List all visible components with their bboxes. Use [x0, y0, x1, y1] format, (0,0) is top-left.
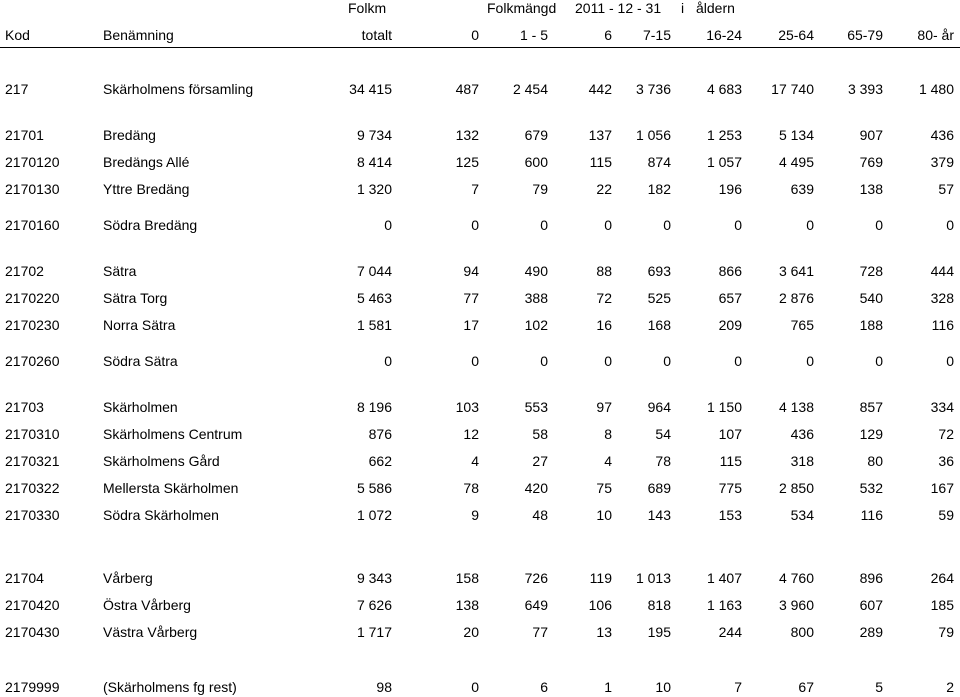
- row-age-25-64: 765: [790, 317, 814, 333]
- row-age-65-79: 532: [859, 480, 883, 496]
- row-totalt: 7 626: [356, 597, 392, 613]
- row-age-65-79: 116: [860, 507, 883, 523]
- row-age-0: 78: [463, 480, 479, 496]
- row-age-25-64: 436: [790, 426, 814, 442]
- row-age-0: 0: [471, 679, 479, 695]
- row-benamning: Norra Sätra: [103, 317, 176, 333]
- row-age-80: 185: [930, 597, 954, 613]
- row-age-7-15: 0: [663, 353, 671, 369]
- row-totalt: 9 734: [356, 127, 392, 143]
- row-kod: 2170310: [5, 426, 60, 442]
- row-benamning: Vårberg: [103, 570, 153, 586]
- row-age-7-15: 525: [647, 290, 671, 306]
- row-age-7-15: 182: [647, 181, 671, 197]
- row-age-0: 4: [471, 453, 479, 469]
- row-benamning: Södra Sätra: [103, 353, 178, 369]
- header-folkmangd: Folkmängd: [487, 0, 557, 16]
- row-age-1-5: 48: [532, 507, 548, 523]
- header-age-7-15: 7-15: [642, 27, 671, 43]
- row-age-80: 36: [938, 453, 954, 469]
- header-benamning: Benämning: [103, 27, 174, 43]
- header-age-1-5: 1 - 5: [519, 27, 548, 43]
- row-totalt: 1 717: [356, 624, 392, 640]
- row-age-16-24: 107: [718, 426, 742, 442]
- table-row: [0, 568, 960, 588]
- row-age-0: 487: [455, 81, 479, 97]
- row-age-16-24: 153: [718, 507, 742, 523]
- row-age-1-5: 79: [532, 181, 548, 197]
- header-row-2: [0, 25, 960, 45]
- row-totalt: 0: [384, 217, 392, 233]
- row-age-80: 116: [931, 317, 954, 333]
- row-age-80: 444: [930, 263, 954, 279]
- row-kod: 2170160: [5, 217, 60, 233]
- row-kod: 2170420: [5, 597, 60, 613]
- row-age-16-24: 1 407: [706, 570, 742, 586]
- row-kod: 21702: [5, 263, 44, 279]
- row-age-80: 57: [938, 181, 954, 197]
- row-age-7-15: 1 013: [635, 570, 671, 586]
- row-age-7-15: 54: [655, 426, 671, 442]
- table-row: [0, 152, 960, 172]
- row-age-1-5: 490: [524, 263, 548, 279]
- table-row: [0, 595, 960, 615]
- row-age-0: 9: [471, 507, 479, 523]
- row-kod: 2170130: [5, 181, 60, 197]
- row-age-7-15: 1 056: [635, 127, 671, 143]
- row-age-16-24: 0: [734, 353, 742, 369]
- row-benamning: Västra Vårberg: [103, 624, 198, 640]
- row-age-1-5: 649: [524, 597, 548, 613]
- row-age-25-64: 4 760: [778, 570, 814, 586]
- row-age-65-79: 769: [859, 154, 883, 170]
- row-age-1-5: 0: [540, 353, 548, 369]
- row-age-25-64: 318: [790, 453, 814, 469]
- row-age-80: 436: [930, 127, 954, 143]
- header-age-25-64: 25-64: [778, 27, 814, 43]
- row-age-25-64: 3 960: [778, 597, 814, 613]
- row-age-0: 7: [471, 181, 479, 197]
- row-age-80: 328: [930, 290, 954, 306]
- row-age-80: 72: [938, 426, 954, 442]
- row-age-7-15: 0: [663, 217, 671, 233]
- row-age-65-79: 138: [859, 181, 883, 197]
- row-kod: 21701: [5, 127, 44, 143]
- row-age-80: 79: [938, 624, 954, 640]
- row-age-16-24: 196: [718, 181, 742, 197]
- row-benamning: Bredäng: [103, 127, 156, 143]
- row-age-80: 0: [946, 217, 954, 233]
- row-age-80: 59: [938, 507, 954, 523]
- row-age-25-64: 67: [798, 679, 814, 695]
- row-totalt: 1 581: [356, 317, 392, 333]
- row-age-6: 72: [596, 290, 612, 306]
- row-age-6: 16: [596, 317, 612, 333]
- row-totalt: 662: [368, 453, 392, 469]
- table-row: [0, 677, 960, 697]
- row-age-0: 138: [455, 597, 479, 613]
- table-row: [0, 351, 960, 371]
- table-row: [0, 215, 960, 235]
- header-totalt: totalt: [361, 27, 392, 43]
- header-aldern: åldern: [696, 0, 735, 16]
- header-folkm: Folkm: [348, 0, 387, 16]
- row-kod: 2170230: [5, 317, 60, 333]
- row-age-1-5: 27: [532, 453, 548, 469]
- row-benamning: Mellersta Skärholmen: [103, 480, 239, 496]
- row-age-6: 88: [596, 263, 612, 279]
- row-age-25-64: 5 134: [778, 127, 814, 143]
- row-totalt: 1 320: [356, 181, 392, 197]
- row-age-6: 119: [589, 570, 612, 586]
- row-totalt: 8 196: [356, 399, 392, 415]
- row-benamning: Södra Bredäng: [103, 217, 198, 233]
- header-age-80: 80- år: [917, 27, 954, 43]
- row-age-7-15: 964: [647, 399, 671, 415]
- row-age-16-24: 775: [718, 480, 742, 496]
- row-age-6: 1: [604, 679, 612, 695]
- row-kod: 2170430: [5, 624, 60, 640]
- row-kod: 2170220: [5, 290, 60, 306]
- row-age-80: 2: [946, 679, 954, 695]
- row-age-80: 0: [946, 353, 954, 369]
- row-age-16-24: 4 683: [706, 81, 742, 97]
- row-age-65-79: 857: [859, 399, 883, 415]
- row-age-0: 125: [455, 154, 479, 170]
- row-age-7-15: 10: [655, 679, 671, 695]
- row-age-65-79: 607: [859, 597, 883, 613]
- header-divider: [0, 47, 960, 48]
- row-age-6: 10: [596, 507, 612, 523]
- row-age-65-79: 896: [859, 570, 883, 586]
- row-age-16-24: 0: [734, 217, 742, 233]
- table-row: [0, 79, 960, 99]
- header-age-0: 0: [471, 27, 479, 43]
- row-age-0: 12: [463, 426, 479, 442]
- row-age-25-64: 4 138: [778, 399, 814, 415]
- row-kod: 2170321: [5, 453, 60, 469]
- row-age-25-64: 0: [806, 217, 814, 233]
- row-age-25-64: 3 641: [778, 263, 814, 279]
- row-age-6: 106: [588, 597, 612, 613]
- row-age-7-15: 874: [647, 154, 671, 170]
- row-age-0: 77: [463, 290, 479, 306]
- row-kod: 2170120: [5, 154, 60, 170]
- row-benamning: Sätra: [103, 263, 137, 279]
- row-age-0: 20: [463, 624, 479, 640]
- table-row: [0, 397, 960, 417]
- row-age-16-24: 1 057: [706, 154, 742, 170]
- table-row: [0, 505, 960, 525]
- row-age-25-64: 800: [790, 624, 814, 640]
- row-age-0: 17: [463, 317, 479, 333]
- row-kod: 21704: [5, 570, 44, 586]
- row-age-16-24: 1 150: [706, 399, 742, 415]
- row-age-6: 137: [588, 127, 612, 143]
- header-kod: Kod: [5, 27, 30, 43]
- row-age-6: 4: [604, 453, 612, 469]
- row-age-1-5: 6: [540, 679, 548, 695]
- row-age-16-24: 866: [718, 263, 742, 279]
- row-benamning: Skärholmens församling: [103, 81, 254, 97]
- row-age-6: 97: [596, 399, 612, 415]
- row-age-6: 442: [588, 81, 612, 97]
- row-age-1-5: 58: [532, 426, 548, 442]
- row-benamning: Östra Vårberg: [103, 597, 191, 613]
- row-age-25-64: 2 876: [778, 290, 814, 306]
- row-totalt: 5 463: [356, 290, 392, 306]
- row-age-7-15: 3 736: [635, 81, 671, 97]
- row-benamning: Skärholmens Gård: [103, 453, 220, 469]
- row-age-16-24: 209: [718, 317, 742, 333]
- row-benamning: Yttre Bredäng: [103, 181, 190, 197]
- header-age-65-79: 65-79: [847, 27, 883, 43]
- row-age-0: 158: [455, 570, 479, 586]
- row-age-80: 379: [930, 154, 954, 170]
- row-age-7-15: 168: [647, 317, 671, 333]
- row-age-7-15: 689: [647, 480, 671, 496]
- row-age-65-79: 5: [875, 679, 883, 695]
- row-benamning: Skärholmens Centrum: [103, 426, 243, 442]
- row-age-25-64: 534: [790, 507, 814, 523]
- table-row: [0, 622, 960, 642]
- row-age-25-64: 0: [806, 353, 814, 369]
- row-age-7-15: 195: [647, 624, 671, 640]
- row-age-1-5: 388: [524, 290, 548, 306]
- table-row: [0, 451, 960, 471]
- row-age-1-5: 102: [524, 317, 548, 333]
- header-i: i: [681, 0, 685, 16]
- row-age-25-64: 17 740: [771, 81, 814, 97]
- row-age-1-5: 77: [532, 624, 548, 640]
- header-row-1: [0, 0, 960, 18]
- row-age-0: 103: [455, 399, 479, 415]
- row-age-6: 8: [604, 426, 612, 442]
- row-age-0: 0: [471, 217, 479, 233]
- row-age-25-64: 639: [790, 181, 814, 197]
- row-totalt: 0: [384, 353, 392, 369]
- row-totalt: 876: [368, 426, 392, 442]
- row-benamning: (Skärholmens fg rest): [103, 679, 237, 695]
- table-row: [0, 288, 960, 308]
- table-row: [0, 315, 960, 335]
- row-age-65-79: 188: [859, 317, 883, 333]
- row-age-7-15: 143: [647, 507, 671, 523]
- row-benamning: Södra Skärholmen: [103, 507, 219, 523]
- row-age-16-24: 1 163: [706, 597, 742, 613]
- row-kod: 2170260: [5, 353, 60, 369]
- header-age-6: 6: [604, 27, 612, 43]
- row-benamning: Sätra Torg: [103, 290, 168, 306]
- row-age-65-79: 129: [859, 426, 883, 442]
- row-age-7-15: 693: [647, 263, 671, 279]
- row-age-65-79: 728: [859, 263, 883, 279]
- row-totalt: 34 415: [349, 81, 392, 97]
- row-age-16-24: 7: [734, 679, 742, 695]
- row-totalt: 98: [376, 679, 392, 695]
- row-age-7-15: 818: [647, 597, 671, 613]
- row-age-25-64: 2 850: [778, 480, 814, 496]
- row-totalt: 7 044: [356, 263, 392, 279]
- table-row: [0, 261, 960, 281]
- row-age-1-5: 679: [524, 127, 548, 143]
- row-age-65-79: 3 393: [847, 81, 883, 97]
- row-age-16-24: 657: [718, 290, 742, 306]
- row-age-0: 0: [471, 353, 479, 369]
- row-age-65-79: 907: [859, 127, 883, 143]
- row-kod: 2170322: [5, 480, 60, 496]
- row-age-1-5: 553: [524, 399, 548, 415]
- row-kod: 2170330: [5, 507, 60, 523]
- row-age-1-5: 420: [524, 480, 548, 496]
- row-age-6: 0: [604, 217, 612, 233]
- row-kod: 2179999: [5, 679, 60, 695]
- row-age-6: 13: [596, 624, 612, 640]
- row-age-80: 167: [930, 480, 954, 496]
- row-totalt: 9 343: [356, 570, 392, 586]
- row-totalt: 1 072: [356, 507, 392, 523]
- row-age-16-24: 244: [718, 624, 742, 640]
- row-totalt: 5 586: [356, 480, 392, 496]
- row-age-16-24: 1 253: [706, 127, 742, 143]
- row-kod: 21703: [5, 399, 44, 415]
- row-age-80: 334: [930, 399, 954, 415]
- row-age-1-5: 726: [524, 570, 548, 586]
- row-age-80: 1 480: [918, 81, 954, 97]
- row-age-65-79: 0: [875, 353, 883, 369]
- row-age-0: 132: [455, 127, 479, 143]
- table-row: [0, 424, 960, 444]
- row-age-6: 0: [604, 353, 612, 369]
- row-age-65-79: 289: [859, 624, 883, 640]
- table-row: [0, 125, 960, 145]
- row-age-1-5: 2 454: [512, 81, 548, 97]
- row-kod: 217: [5, 81, 29, 97]
- row-benamning: Bredängs Allé: [103, 154, 190, 170]
- header-date: 2011 - 12 - 31: [575, 0, 662, 16]
- row-age-0: 94: [463, 263, 479, 279]
- row-age-6: 115: [589, 154, 612, 170]
- row-age-7-15: 78: [655, 453, 671, 469]
- row-age-6: 22: [596, 181, 612, 197]
- row-age-65-79: 540: [859, 290, 883, 306]
- row-benamning: Skärholmen: [103, 399, 178, 415]
- row-age-25-64: 4 495: [778, 154, 814, 170]
- table-row: [0, 179, 960, 199]
- row-age-65-79: 80: [867, 453, 883, 469]
- row-age-6: 75: [596, 480, 612, 496]
- row-age-1-5: 600: [524, 154, 548, 170]
- row-age-1-5: 0: [540, 217, 548, 233]
- row-totalt: 8 414: [356, 154, 392, 170]
- table-row: [0, 478, 960, 498]
- row-age-65-79: 0: [875, 217, 883, 233]
- header-age-16-24: 16-24: [706, 27, 742, 43]
- row-age-80: 264: [930, 570, 954, 586]
- row-age-16-24: 115: [719, 453, 742, 469]
